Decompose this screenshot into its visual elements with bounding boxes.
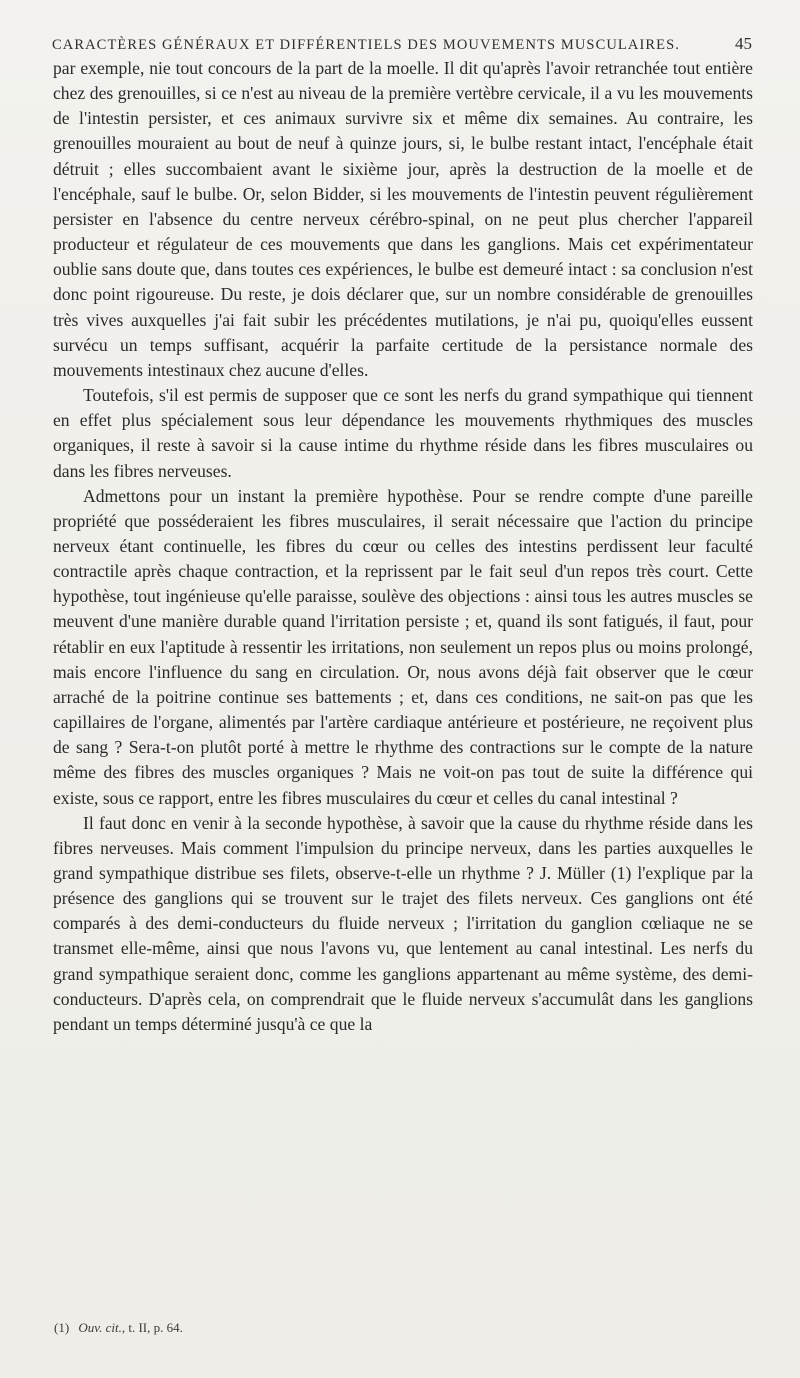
running-title: CARACTÈRES GÉNÉRAUX ET DIFFÉRENTIELS DES MOUVEMENTS MUSCULAIRES.	[52, 37, 681, 53]
paragraph-1: par exemple, nie tout concours de la part de la moelle. Il dit qu'après l'avoir retranchée tout entière chez des grenouilles, si ce n'est au niveau de la première vertèbre cervicale, il a vu les mouvements de l'intestin persister, et ces animaux survivre six et même dix semaines. Au contraire, les grenouilles mouraient au bout de neuf à quinze jours, si, le bulbe restant intact, l'encéphale était détruit ; elles succombaient avant le sixième jour, après la destruction de la moelle et de l'encéphale, sauf le bulbe. Or, selon Bidder, si les mouvements de l'intestin peuvent régulièrement persister en l'absence du centre nerveux cérébro-spinal, on ne peut plus chercher l'appareil producteur et régulateur de ces mouvements que dans les ganglions. Mais cet expérimentateur oublie sans doute que, dans toutes ces expériences, le bulbe est demeuré intact : sa conclusion n'est donc point rigoureuse. Du reste, je dois déclarer que, sur un nombre considérable de grenouilles très vives auxquelles j'ai fait subir les précédentes mutilations, je n'ai pu, quoiqu'elles eussent survécu un temps suffisant, acquérir la parfaite certitude de la persistance normale des mouvements intestinaux chez aucune d'elles.	[53, 58, 753, 380]
paragraph-2: Toutefois, s'il est permis de supposer que ce sont les nerfs du grand sympathique qui tiennent en effet plus spécialement sous leur dépendance les mouvements rhythmiques des muscles organiques, il reste à savoir si la cause intime du rhythme réside dans les fibres musculaires ou dans les fibres nerveuses.	[53, 385, 753, 481]
body-text	[53, 56, 753, 1037]
paragraph-3: Admettons pour un instant la première hypothèse. Pour se rendre compte d'une pareille propriété que posséderaient les fibres musculaires, il serait nécessaire que l'action du principe nerveux étant continuelle, les fibres du cœur ou celles des intestins perdissent leur faculté contractile après chaque contraction, et la reprissent par le fait seul d'un repos très court. Cette hypothèse, tout ingénieuse qu'elle paraisse, soulève des objections : ainsi tous les autres muscles se meuvent d'une manière durable quand l'irritation persiste ; et, quand ils sont fatigués, il faut, pour rétablir en eux l'aptitude à ressentir les irritations, non seulement un repos plus ou moins prolongé, mais encore l'influence du sang en circulation. Or, nous avons déjà fait observer que le cœur arraché de la poitrine continue ses battements ; et, dans ces conditions, ne sait-on pas que les capillaires de l'organe, alimentés par l'artère cardiaque antérieure et postérieure, ne reçoivent plus de sang ? Sera-t-on plutôt porté à mettre le rhythme des contractions sur le compte de la nature même des fibres des muscles organiques ? Mais ne voit-on pas tout de suite la différence qui existe, sous ce rapport, entre les fibres musculaires du cœur et celles du canal intestinal ?	[53, 485, 753, 808]
running-header	[52, 34, 752, 54]
paragraph-4: Il faut donc en venir à la seconde hypothèse, à savoir que la cause du rhythme réside dans les fibres nerveuses. Mais comment l'impulsion du principe nerveux, dans les parties auxquelles le grand sympathique distribue ses filets, observe-t-elle un rhythme ? J. Müller (1) l'explique par la présence des ganglions qui se trouvent sur le trajet des filets nerveux. Ces ganglions ont été comparés à des demi-conducteurs du fluide nerveux ; l'irritation du ganglion cœliaque ne se transmet elle-même, ainsi que nous l'avons vu, que lentement au canal intestinal. Les nerfs du grand sympathique seraient donc, comme les ganglions appartenant au même système, des demi-conducteurs. D'après cela, on comprendrait que le fluide nerveux s'accumulât dans les ganglions pendant un temps déterminé jusqu'à ce que la	[53, 812, 753, 1034]
footnote-mark: (1)	[54, 1320, 70, 1335]
footnote-location: t. II, p. 64.	[128, 1320, 183, 1335]
footnote-source: Ouv. cit.	[78, 1320, 122, 1335]
footnote: (1) Ouv. cit., t. II, p. 64.	[54, 1320, 183, 1335]
page-number: 45	[735, 34, 752, 53]
